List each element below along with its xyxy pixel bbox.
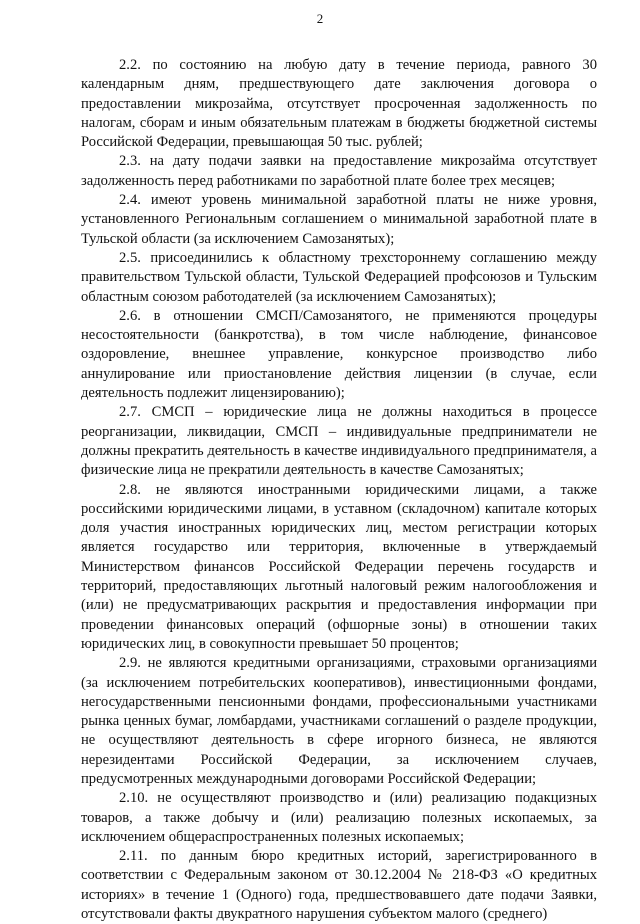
paragraph-2-6: 2.6. в отношении СМСП/Самозанятого, не применяются процедуры несостоятельности (банкротства), в том числе наблюдение, финансовое оздоровление, внешнее управление, конкурсное производство либо аннулирование или приостановление действия лицензии (в случае, если деятельность подлежит лицензированию); <box>81 307 597 402</box>
paragraph-2-9: 2.9. не являются кредитными организациями, страховыми организациями (за исключением потребительских кооперативов), инвестиционными фондами, негосударственными пенсионными фондами, профессиональными участниками рынка ценных бумаг, ломбардами, участниками соглашений о разделе продукции, не осуществляют деятельность в сфере игорного бизнеса, не являются нерезидентами Российской Федерации, за исключением случаев, предусмотренных международными договорами Российской Федерации; <box>81 655 597 787</box>
paragraph-2-8: 2.8. не являются иностранными юридическими лицами, а также российскими юридическими лицами, в уставном (складочном) капитале которых доля участия иностранных юридических лиц, местом регистрации которых является государство или территория, включенные в утверждаемый Министерством финансов Российской Федерации перечень государств и территорий, предоставляющих льготный налоговый режим налогообложения и (или) не предусматривающих раскрытия и предоставления информации при проведении финансовых операций (офшорные зоны) в отношении таких юридических лиц, в совокупности превышает 50 процентов; <box>81 481 597 652</box>
paragraph-2-11: 2.11. по данным бюро кредитных историй, зарегистрированного в соответствии с Федеральным законом от 30.12.2004 № 218-ФЗ «О кредитных историях» в течение 1 (Одного) года, предшествовавшего дате подачи Заявки, отсутствовали факты двукратного нарушения субъектом малого (среднего) <box>81 848 597 923</box>
paragraph-2-10: 2.10. не осуществляют производство и (или) реализацию подакцизных товаров, а также добычу и (или) реализацию полезных ископаемых, за исключением общераспространенных полезных ископаемых; <box>81 790 597 845</box>
document-body <box>81 56 597 924</box>
paragraph-2-7: 2.7. СМСП – юридические лица не должны находиться в процессе реорганизации, ликвидации, СМСП – индивидуальные предприниматели не должны прекратить деятельность в качестве индивидуального предпринимателя, а физические лица не прекратили деятельность в качестве Самозанятых; <box>81 404 597 479</box>
paragraph-2-4: 2.4. имеют уровень минимальной заработной платы не ниже уровня, установленного Региональным соглашением о минимальной заработной плате в Тульской области (за исключением Самозанятых); <box>81 192 597 247</box>
paragraph-2-3: 2.3. на дату подачи заявки на предоставление микрозайма отсутствует задолженность перед работниками по заработной плате более трех месяцев; <box>81 153 597 189</box>
paragraph-2-2: 2.2. по состоянию на любую дату в течение периода, равного 30 календарным дням, предшествующего дате заключения договора о предоставлении микрозайма, отсутствует просроченная задолженность по налогам, сборам и иным обязательным платежам в бюджеты бюджетной системы Российской Федерации, превышающая 50 тыс. рублей; <box>81 57 597 151</box>
page-number: 2 <box>316 11 324 26</box>
paragraph-2-5: 2.5. присоединились к областному трехстороннему соглашению между правительством Тульской области, Тульской Федерацией профсоюзов и Тульским областным союзом работодателей (за исключением Самозанятых); <box>81 249 597 305</box>
